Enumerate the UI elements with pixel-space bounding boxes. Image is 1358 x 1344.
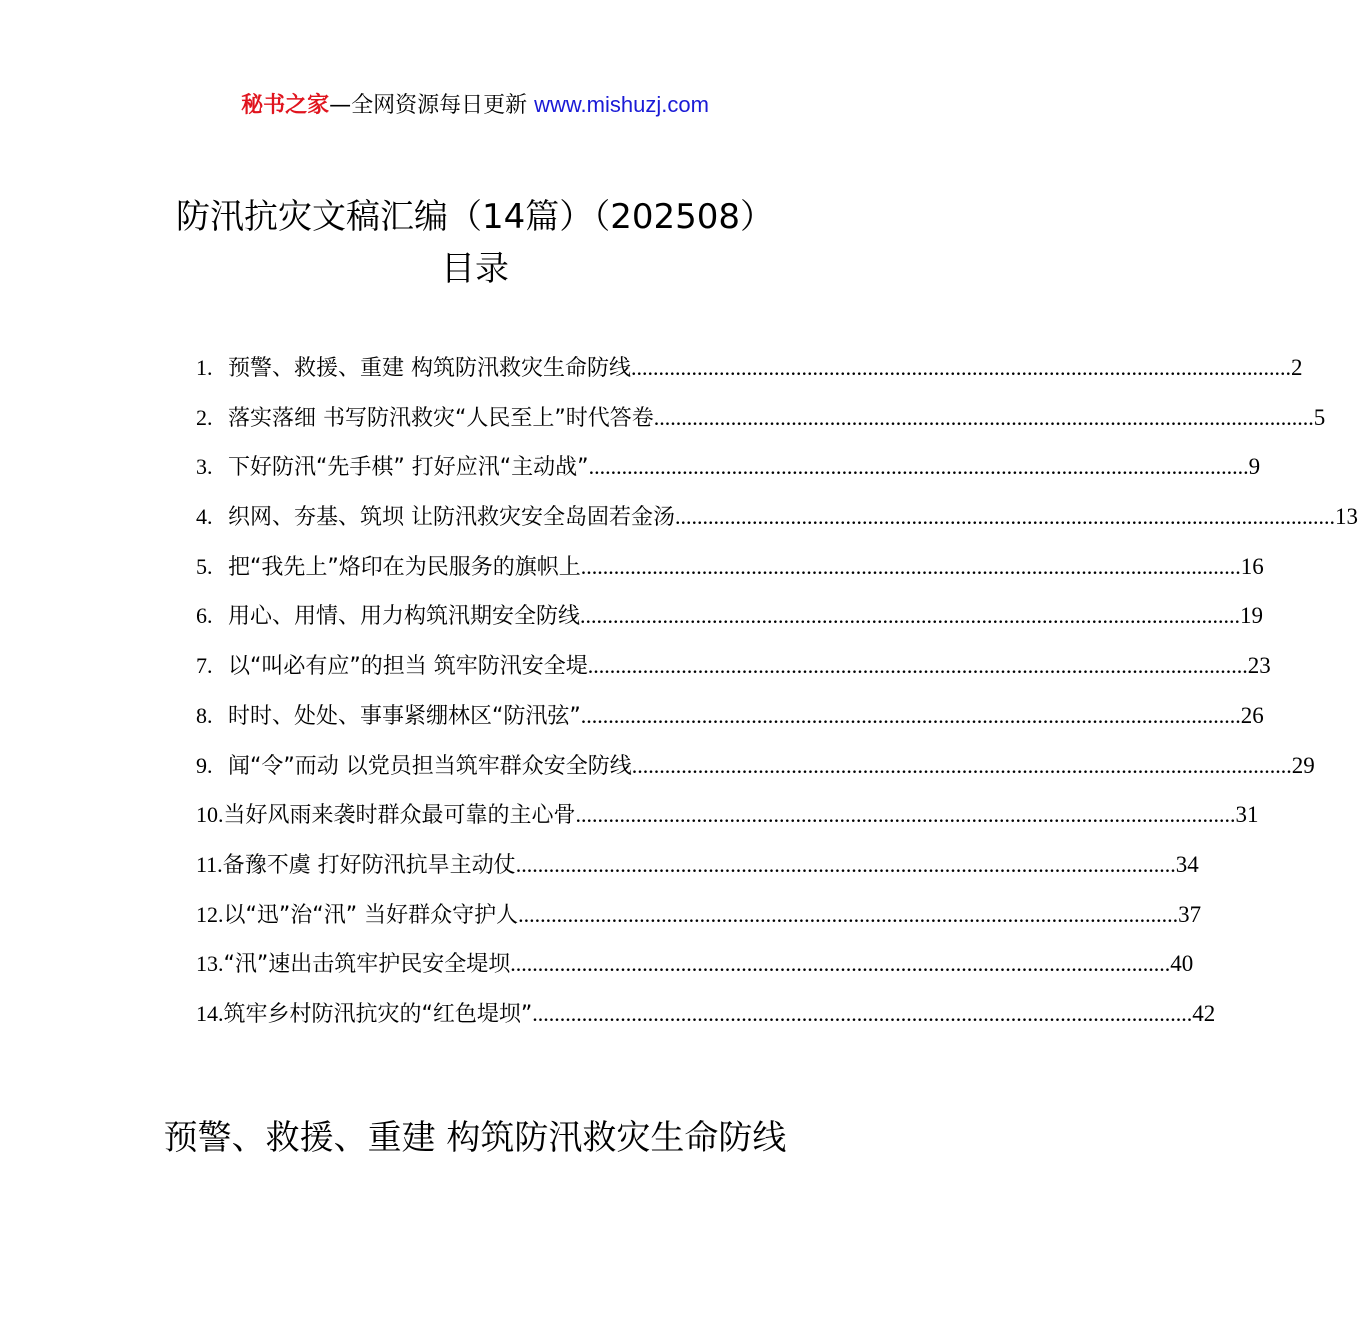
- toc-entry-leader: [532, 989, 1192, 1039]
- toc-entry-page: 37: [1178, 901, 1202, 927]
- toc-entry-title: 用心、用情、用力构筑汛期安全防线: [228, 604, 581, 630]
- toc-entry-number: 4.: [196, 504, 213, 530]
- toc-entry-number: 9.: [196, 752, 213, 778]
- toc-entry[interactable]: [196, 840, 1199, 890]
- toc-entry-title: “汛”速出击筑牢护民安全堤坝: [223, 952, 511, 978]
- brand-tagline: —全网资源每日更新: [329, 93, 528, 118]
- toc-entry-title: 把“我先上”烙印在为民服务的旗帜上: [228, 554, 581, 580]
- toc-entry-number: 1.: [196, 355, 213, 380]
- site-url-link[interactable]: www.mishuzj.com: [534, 92, 709, 117]
- toc-entry-leader: [631, 343, 1291, 393]
- toc-entry[interactable]: [196, 492, 1358, 542]
- toc-entry[interactable]: [196, 343, 1303, 393]
- document-title: 防汛抗灾文稿汇编（14篇）（202508）: [175, 197, 775, 237]
- brand-name: 秘书之家: [241, 93, 330, 118]
- toc-entry-leader: [510, 939, 1170, 989]
- toc-entry-leader: [580, 591, 1240, 641]
- toc-entry-page: 42: [1192, 1000, 1216, 1026]
- toc-entry-page: 5: [1313, 404, 1326, 430]
- toc-entry-number: 10.: [196, 802, 224, 828]
- toc-entry-title: 筑牢乡村防汛抗灾的“红色堤坝”: [223, 1001, 533, 1027]
- toc-entry[interactable]: [196, 741, 1315, 791]
- toc-entry[interactable]: [196, 641, 1271, 691]
- toc-entry-number: 3.: [196, 454, 213, 480]
- toc-entry-number: 5.: [196, 553, 213, 579]
- toc-entry-number: 14.: [196, 1000, 224, 1026]
- toc-entry-page: 40: [1170, 951, 1194, 977]
- toc-entry-number: 11.: [196, 851, 223, 877]
- toc-entry-leader: [581, 542, 1241, 592]
- toc-entry-title: 当好风雨来袭时群众最可靠的主心骨: [223, 803, 576, 829]
- site-header: [0, 88, 950, 123]
- toc-entry[interactable]: [196, 790, 1259, 840]
- toc-entry-title: 预警、救援、重建 构筑防汛救灾生命防线: [228, 356, 631, 381]
- toc-entry-title: 闻“令”而动 以党员担当筑牢群众安全防线: [228, 753, 632, 779]
- toc-entry[interactable]: [196, 890, 1202, 940]
- toc-entry-title: 织网、夯基、筑坝 让防汛救灾安全岛固若金汤: [228, 505, 675, 531]
- toc-entry-number: 6.: [196, 603, 213, 629]
- toc-entry-leader: [576, 790, 1236, 840]
- toc-entry-leader: [518, 890, 1178, 940]
- toc-entry-leader: [654, 393, 1314, 443]
- toc-entry-leader: [632, 741, 1292, 791]
- toc-entry-page: 31: [1235, 802, 1259, 828]
- toc-entry-title: 落实落细 书写防汛救灾“人民至上”时代答卷: [228, 405, 654, 431]
- toc-entry-page: 23: [1247, 653, 1271, 679]
- toc-entry-number: 8.: [196, 702, 213, 728]
- table-of-contents: [196, 343, 1358, 1039]
- toc-entry[interactable]: [196, 393, 1326, 443]
- toc-entry-title: 以“叫必有应”的担当 筑牢防汛安全堤: [228, 654, 588, 680]
- toc-entry-leader: [589, 442, 1249, 492]
- toc-entry-number: 2.: [196, 404, 213, 430]
- toc-entry-page: 29: [1291, 752, 1315, 778]
- toc-entry-page: 2: [1291, 355, 1303, 380]
- toc-entry-page: 13: [1335, 504, 1358, 530]
- toc-entry[interactable]: [196, 989, 1216, 1039]
- toc-entry-page: 34: [1175, 851, 1199, 877]
- toc-entry-number: 7.: [196, 653, 213, 679]
- section-heading: 预警、救援、重建 构筑防汛救灾生命防线: [163, 1118, 787, 1158]
- toc-entry-leader: [675, 492, 1335, 542]
- toc-entry-leader: [581, 691, 1241, 741]
- toc-entry-number: 12.: [196, 901, 224, 927]
- toc-entry[interactable]: [196, 442, 1261, 492]
- toc-entry-page: 9: [1248, 454, 1261, 480]
- toc-entry-page: 19: [1240, 603, 1264, 629]
- toc-entry-title: 时时、处处、事事紧绷林区“防汛弦”: [228, 703, 581, 729]
- toc-entry-number: 13.: [196, 951, 224, 977]
- toc-entry-leader: [588, 641, 1248, 691]
- toc-entry-title: 备豫不虞 打好防汛抗旱主动仗: [222, 852, 516, 878]
- toc-entry[interactable]: [196, 542, 1264, 592]
- toc-entry[interactable]: [196, 691, 1264, 741]
- toc-heading: 目录: [441, 249, 509, 289]
- toc-entry-title: 下好防汛“先手棋” 打好应汛“主动战”: [228, 455, 589, 481]
- toc-entry-title: 以“迅”治“汛” 当好群众守护人: [223, 902, 519, 928]
- toc-entry-leader: [516, 840, 1176, 890]
- toc-entry-page: 16: [1240, 553, 1264, 579]
- toc-entry-page: 26: [1240, 702, 1264, 728]
- toc-entry[interactable]: [196, 591, 1264, 641]
- toc-entry[interactable]: [196, 939, 1194, 989]
